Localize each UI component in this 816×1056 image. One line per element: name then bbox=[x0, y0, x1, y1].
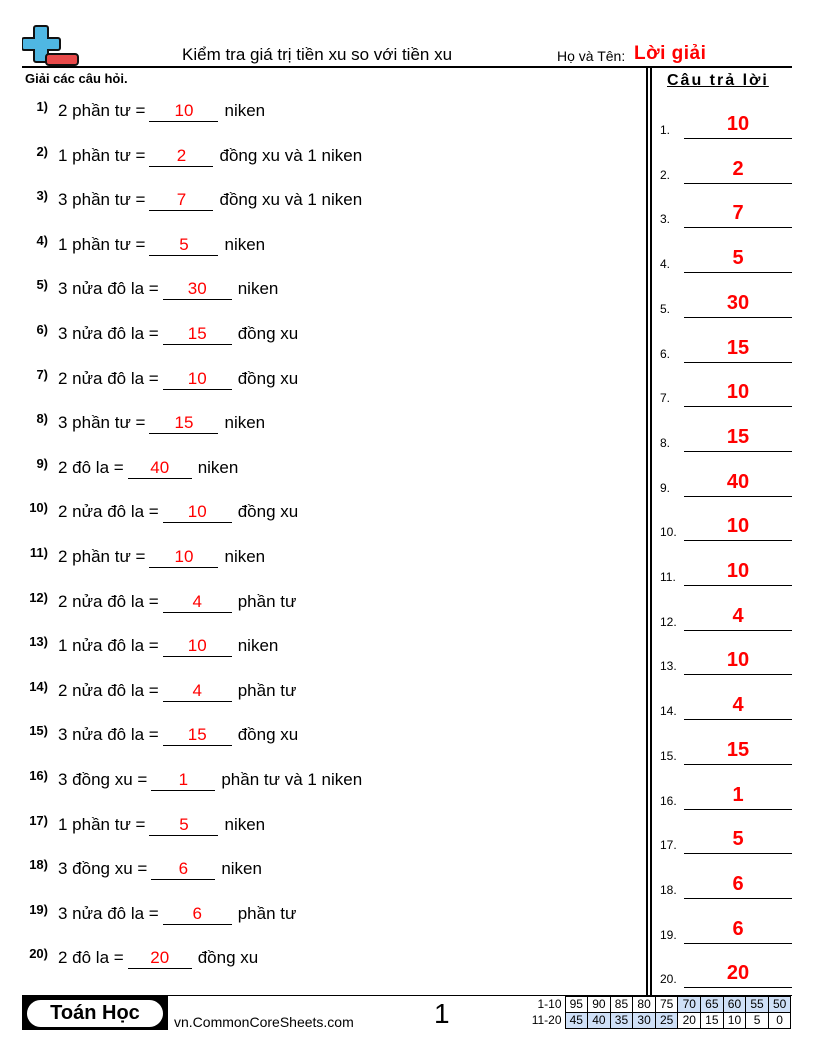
question-left: 2 nửa đô la = bbox=[58, 368, 159, 388]
score-cell: 20 bbox=[678, 1013, 701, 1029]
answer-value[interactable]: 20 bbox=[726, 962, 750, 985]
answer-value[interactable]: 10 bbox=[726, 515, 750, 538]
question-number: 11) bbox=[29, 545, 48, 560]
answer-key-row bbox=[660, 367, 792, 407]
answer-value[interactable]: 4 bbox=[732, 604, 744, 627]
question-text bbox=[58, 279, 278, 300]
question-text bbox=[58, 146, 362, 167]
answer-key-row bbox=[660, 814, 792, 854]
question-number: 15) bbox=[29, 723, 48, 739]
answer-line bbox=[684, 719, 792, 720]
answer-number: 20. bbox=[660, 972, 677, 987]
answer-line bbox=[684, 138, 792, 139]
answer-blank[interactable]: 6 bbox=[163, 904, 232, 925]
answer-blank[interactable]: 1 bbox=[151, 770, 215, 791]
answer-blank[interactable]: 40 bbox=[128, 458, 192, 479]
question-text bbox=[58, 101, 265, 122]
name-value: Lời giải bbox=[634, 43, 707, 64]
score-cell: 75 bbox=[655, 997, 678, 1013]
answer-blank[interactable]: 4 bbox=[163, 592, 232, 613]
question-text bbox=[58, 592, 296, 613]
answer-blank[interactable]: 10 bbox=[149, 547, 218, 568]
answer-blank[interactable]: 10 bbox=[163, 369, 232, 390]
question-right: niken bbox=[224, 547, 266, 566]
question-text bbox=[58, 725, 298, 746]
question-text bbox=[58, 681, 296, 702]
question-text bbox=[58, 904, 296, 925]
answer-blank[interactable]: 2 bbox=[149, 146, 213, 167]
score-cell: 0 bbox=[768, 1013, 791, 1029]
question-right: phần tư bbox=[237, 903, 297, 923]
answer-number: 12. bbox=[660, 614, 677, 629]
question-number: 6) bbox=[36, 322, 48, 337]
question-left: 3 phần tư = bbox=[58, 190, 146, 210]
score-cell: 90 bbox=[588, 997, 611, 1013]
question-right: đồng xu bbox=[237, 324, 299, 343]
answers-title: Câu trả lời bbox=[667, 72, 769, 89]
question-text bbox=[58, 458, 238, 479]
answer-value[interactable]: 5 bbox=[732, 247, 744, 270]
answer-value[interactable]: 4 bbox=[732, 694, 744, 717]
answer-value[interactable]: 10 bbox=[726, 560, 750, 582]
question-number: 17) bbox=[29, 812, 48, 828]
answer-blank[interactable]: 10 bbox=[163, 502, 232, 523]
score-range-label: 1-10 bbox=[537, 997, 562, 1011]
question-right: phần tư bbox=[237, 591, 297, 611]
question-number: 12) bbox=[29, 589, 48, 605]
answer-line bbox=[684, 227, 792, 228]
question-number: 4) bbox=[36, 232, 48, 248]
answer-line bbox=[684, 809, 792, 810]
question-text bbox=[58, 235, 265, 256]
score-cell: 70 bbox=[678, 997, 701, 1013]
score-cell: 15 bbox=[701, 1013, 724, 1029]
question-number: 3) bbox=[36, 188, 48, 204]
answer-value[interactable]: 7 bbox=[732, 202, 744, 225]
answer-line bbox=[684, 987, 792, 988]
page-number: 1 bbox=[434, 998, 450, 1029]
score-cell: 60 bbox=[723, 997, 746, 1013]
answer-value[interactable]: 30 bbox=[726, 291, 750, 314]
question-right: đồng xu bbox=[197, 948, 259, 968]
score-cell: 10 bbox=[723, 1013, 746, 1029]
answer-value[interactable]: 6 bbox=[732, 917, 744, 940]
answer-number: 9. bbox=[660, 480, 671, 495]
score-row bbox=[527, 1013, 791, 1029]
question-number: 20) bbox=[29, 946, 48, 962]
answer-number: 10. bbox=[660, 525, 677, 540]
question-right: phần tư bbox=[237, 680, 297, 700]
answer-number: 5. bbox=[660, 301, 671, 316]
question-left: 1 phần tư = bbox=[58, 234, 146, 254]
answer-value[interactable]: 15 bbox=[726, 425, 750, 448]
score-cell: 80 bbox=[633, 997, 656, 1013]
answer-key-row bbox=[660, 904, 792, 944]
answer-line bbox=[684, 272, 792, 273]
question-right: niken bbox=[224, 234, 266, 254]
score-cell: 5 bbox=[746, 1013, 769, 1029]
answer-line bbox=[684, 540, 792, 541]
question-number: 5) bbox=[36, 277, 48, 293]
instructions: Giải các câu hỏi. bbox=[25, 71, 128, 86]
question-text bbox=[58, 859, 262, 880]
question-right: niken bbox=[197, 457, 239, 477]
answer-number: 8. bbox=[660, 435, 671, 450]
answer-line bbox=[684, 585, 792, 586]
question-left: 2 đô la = bbox=[58, 457, 124, 477]
answer-key-row bbox=[660, 948, 792, 988]
question-left: 2 phần tư = bbox=[58, 547, 146, 566]
score-cell: 30 bbox=[633, 1013, 656, 1029]
question-text bbox=[58, 948, 258, 969]
answer-line bbox=[684, 853, 792, 854]
answer-line bbox=[684, 630, 792, 631]
question-left: 3 nửa đô la = bbox=[58, 903, 159, 923]
answer-blank[interactable]: 30 bbox=[163, 279, 232, 300]
question-left: 3 đồng xu = bbox=[58, 770, 148, 789]
answer-line bbox=[684, 406, 792, 407]
answer-blank[interactable]: 15 bbox=[163, 324, 232, 345]
question-left: 2 nửa đô la = bbox=[58, 502, 159, 522]
answer-blank[interactable]: 10 bbox=[149, 101, 218, 122]
question-left: 1 phần tư = bbox=[58, 814, 146, 834]
question-left: 2 nửa đô la = bbox=[58, 591, 159, 611]
answer-key-row bbox=[660, 323, 792, 363]
answer-key-row bbox=[660, 635, 792, 675]
question-right: đồng xu bbox=[237, 502, 299, 522]
answer-blank[interactable]: 7 bbox=[149, 190, 213, 211]
question-text bbox=[58, 369, 298, 390]
question-left: 2 phần tư = bbox=[58, 101, 146, 120]
question-right: niken bbox=[224, 814, 266, 834]
question-right: niken bbox=[237, 636, 279, 656]
score-cell: 95 bbox=[565, 997, 588, 1013]
answer-number: 7. bbox=[660, 391, 671, 406]
answer-line bbox=[684, 674, 792, 675]
question-text bbox=[58, 190, 362, 211]
question-right: niken bbox=[237, 279, 279, 299]
answer-number: 16. bbox=[660, 793, 677, 808]
brand-label: Toán Học bbox=[27, 1000, 163, 1027]
question-number: 18) bbox=[29, 857, 48, 873]
score-cell: 40 bbox=[588, 1013, 611, 1029]
answer-key-row bbox=[660, 770, 792, 810]
score-cell: 50 bbox=[768, 997, 791, 1013]
question-right: đồng xu và 1 niken bbox=[219, 145, 363, 165]
question-left: 2 đô la = bbox=[58, 948, 124, 968]
question-right: niken bbox=[221, 859, 262, 879]
answer-blank[interactable]: 5 bbox=[149, 815, 218, 836]
question-right: đồng xu bbox=[237, 725, 299, 745]
answer-key-row bbox=[660, 144, 792, 184]
question-text bbox=[58, 413, 265, 434]
question-left: 2 nửa đô la = bbox=[58, 680, 159, 700]
question-number: 1) bbox=[36, 99, 48, 114]
answer-number: 11. bbox=[660, 570, 676, 584]
answer-number: 1. bbox=[660, 123, 671, 137]
score-cell: 25 bbox=[655, 1013, 678, 1029]
answer-line bbox=[684, 496, 792, 497]
score-cell: 45 bbox=[565, 1013, 588, 1029]
question-number: 8) bbox=[36, 411, 48, 427]
answer-blank[interactable]: 6 bbox=[151, 859, 215, 880]
worksheet-title: Kiểm tra giá trị tiền xu so với tiền xu bbox=[182, 45, 453, 64]
score-cell: 55 bbox=[746, 997, 769, 1013]
answer-line bbox=[684, 764, 792, 765]
question-text bbox=[58, 324, 298, 345]
answer-key-row bbox=[660, 233, 792, 273]
question-left: 3 nửa đô la = bbox=[58, 279, 159, 299]
question-text bbox=[58, 547, 265, 568]
answer-number: 3. bbox=[660, 212, 671, 227]
answer-number: 4. bbox=[660, 257, 671, 272]
question-left: 3 nửa đô la = bbox=[58, 324, 159, 343]
answer-key-row bbox=[660, 278, 792, 318]
question-number: 7) bbox=[36, 366, 48, 382]
question-number: 16) bbox=[29, 768, 48, 783]
answer-value[interactable]: 10 bbox=[726, 649, 750, 672]
answer-value[interactable]: 5 bbox=[732, 828, 744, 851]
question-right: phần tư và 1 niken bbox=[221, 770, 363, 789]
answer-key-row bbox=[660, 680, 792, 720]
question-left: 3 phần tư = bbox=[58, 413, 146, 433]
answer-key-row bbox=[660, 725, 792, 765]
score-cell: 65 bbox=[701, 997, 724, 1013]
answer-blank[interactable]: 5 bbox=[149, 235, 218, 256]
question-text bbox=[58, 502, 298, 523]
question-number: 10) bbox=[29, 500, 48, 516]
answer-line bbox=[684, 943, 792, 944]
question-left: 3 đồng xu = bbox=[58, 859, 148, 879]
header-divider bbox=[22, 66, 792, 68]
answer-blank[interactable]: 15 bbox=[163, 725, 232, 746]
answer-key-row bbox=[660, 457, 792, 497]
answer-number: 17. bbox=[660, 838, 677, 853]
question-right: niken bbox=[224, 101, 266, 120]
answer-key-row bbox=[660, 591, 792, 631]
answer-blank[interactable]: 10 bbox=[163, 636, 232, 657]
answer-number: 13. bbox=[660, 659, 677, 674]
answer-key-row bbox=[660, 188, 792, 228]
answer-value[interactable]: 10 bbox=[726, 381, 750, 404]
answer-blank[interactable]: 20 bbox=[128, 948, 192, 969]
answer-number: 6. bbox=[660, 346, 671, 361]
column-divider bbox=[650, 68, 652, 995]
question-text bbox=[58, 815, 265, 836]
site-link[interactable]: vn.CommonCoreSheets.com bbox=[174, 1014, 354, 1030]
answer-line bbox=[684, 362, 792, 363]
score-cell: 85 bbox=[610, 997, 633, 1013]
answer-line bbox=[684, 898, 792, 899]
answer-number: 14. bbox=[660, 704, 677, 719]
question-text bbox=[58, 770, 362, 791]
answer-number: 15. bbox=[660, 748, 677, 763]
question-left: 1 phần tư = bbox=[58, 145, 146, 165]
question-number: 13) bbox=[29, 634, 48, 650]
answer-value[interactable]: 40 bbox=[726, 470, 750, 493]
answer-line bbox=[684, 451, 792, 452]
score-table bbox=[527, 996, 791, 1029]
answer-value[interactable]: 6 bbox=[732, 872, 744, 895]
answer-blank[interactable]: 4 bbox=[163, 681, 232, 702]
answer-value[interactable]: 15 bbox=[726, 336, 750, 359]
answer-value[interactable]: 2 bbox=[732, 157, 744, 180]
question-number: 9) bbox=[36, 455, 48, 471]
answer-key-row bbox=[660, 546, 792, 586]
question-right: niken bbox=[224, 413, 266, 433]
answer-key-row bbox=[660, 501, 792, 541]
answer-value[interactable]: 10 bbox=[726, 113, 750, 135]
question-number: 14) bbox=[29, 678, 48, 694]
question-left: 1 nửa đô la = bbox=[58, 636, 159, 656]
score-range-label: 11-20 bbox=[531, 1013, 562, 1027]
name-label: Họ và Tên: bbox=[557, 48, 626, 64]
question-number: 2) bbox=[36, 143, 48, 159]
question-text bbox=[58, 636, 278, 657]
answer-number: 19. bbox=[660, 927, 677, 942]
answer-number: 18. bbox=[660, 882, 677, 897]
answer-line bbox=[684, 183, 792, 184]
answer-value[interactable]: 15 bbox=[726, 738, 750, 761]
question-right: đồng xu và 1 niken bbox=[219, 190, 363, 210]
answer-key-row bbox=[660, 99, 792, 139]
question-number: 19) bbox=[29, 901, 48, 917]
question-right: đồng xu bbox=[237, 368, 299, 388]
column-divider bbox=[646, 68, 648, 995]
answer-number: 2. bbox=[660, 167, 671, 182]
answer-blank[interactable]: 15 bbox=[149, 413, 218, 434]
plus-minus-logo-icon bbox=[22, 24, 80, 66]
answer-key-row bbox=[660, 859, 792, 899]
answer-line bbox=[684, 317, 792, 318]
score-row bbox=[527, 997, 791, 1013]
question-left: 3 nửa đô la = bbox=[58, 725, 159, 745]
answer-key-row bbox=[660, 412, 792, 452]
answer-value[interactable]: 1 bbox=[732, 783, 744, 806]
score-cell: 35 bbox=[610, 1013, 633, 1029]
